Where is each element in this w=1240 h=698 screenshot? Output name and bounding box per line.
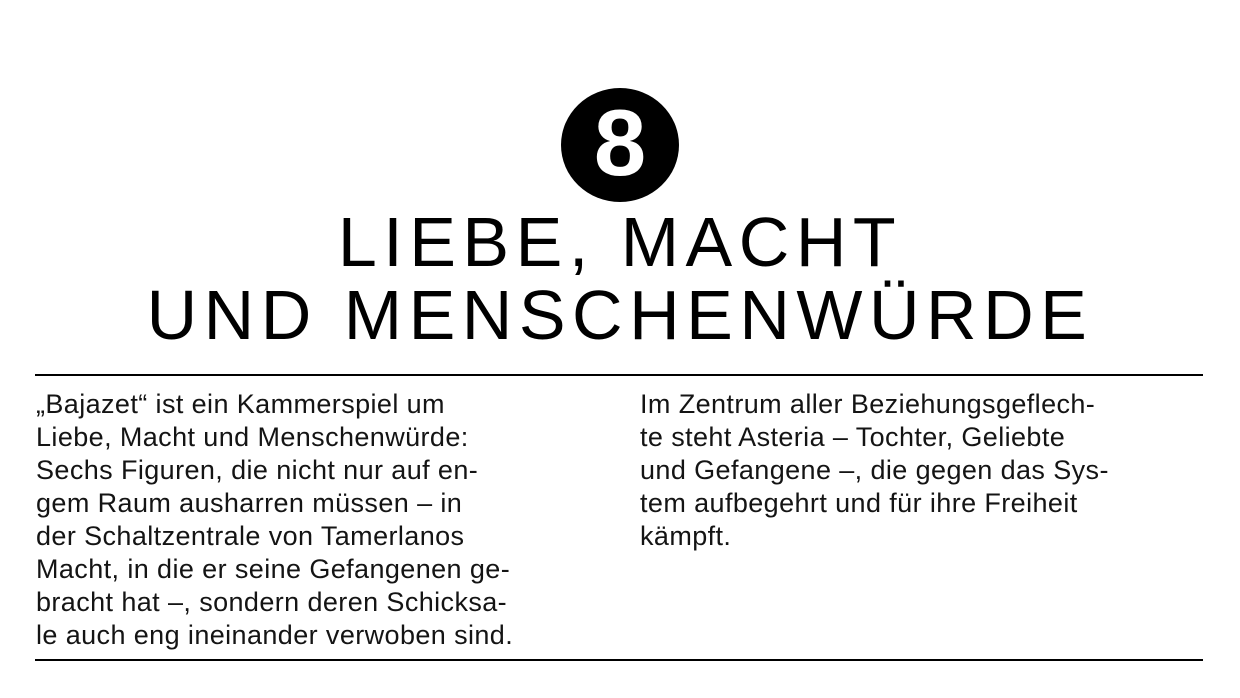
text-line: der Schaltzentrale von Tamerlanos bbox=[36, 521, 465, 551]
text-line: „Bajazet“ ist ein Kammerspiel um bbox=[36, 389, 445, 419]
text-line: gem Raum ausharren müssen – in bbox=[36, 488, 463, 518]
top-divider bbox=[35, 374, 1203, 376]
text-line: und Gefangene –, die gegen das Sys- bbox=[640, 455, 1109, 485]
text-line: te steht Asteria – Tochter, Geliebte bbox=[640, 422, 1066, 452]
article-column-left bbox=[36, 388, 602, 652]
text-line: kämpft. bbox=[640, 521, 732, 551]
text-line: tem aufbegehrt und für ihre Freiheit bbox=[640, 488, 1078, 518]
text-line: Sechs Figuren, die nicht nur auf en- bbox=[36, 455, 479, 485]
text-line: Macht, in die er seine Gefangenen ge- bbox=[36, 554, 511, 584]
bottom-divider bbox=[35, 659, 1203, 661]
chapter-number: 8 bbox=[593, 90, 647, 195]
chapter-number-badge bbox=[561, 88, 679, 202]
text-line: Liebe, Macht und Menschenwürde: bbox=[36, 422, 469, 452]
text-line: le auch eng ineinander verwoben sind. bbox=[36, 620, 514, 650]
text-line: bracht hat –, sondern deren Schicksa- bbox=[36, 587, 508, 617]
text-line: Im Zentrum aller Beziehungsgeflech- bbox=[640, 389, 1096, 419]
page-title bbox=[0, 203, 1240, 354]
title-line-1: LIEBE, MACHT bbox=[337, 203, 903, 281]
article-column-right bbox=[640, 388, 1205, 553]
title-line-2: UND MENSCHENWÜRDE bbox=[146, 276, 1094, 354]
